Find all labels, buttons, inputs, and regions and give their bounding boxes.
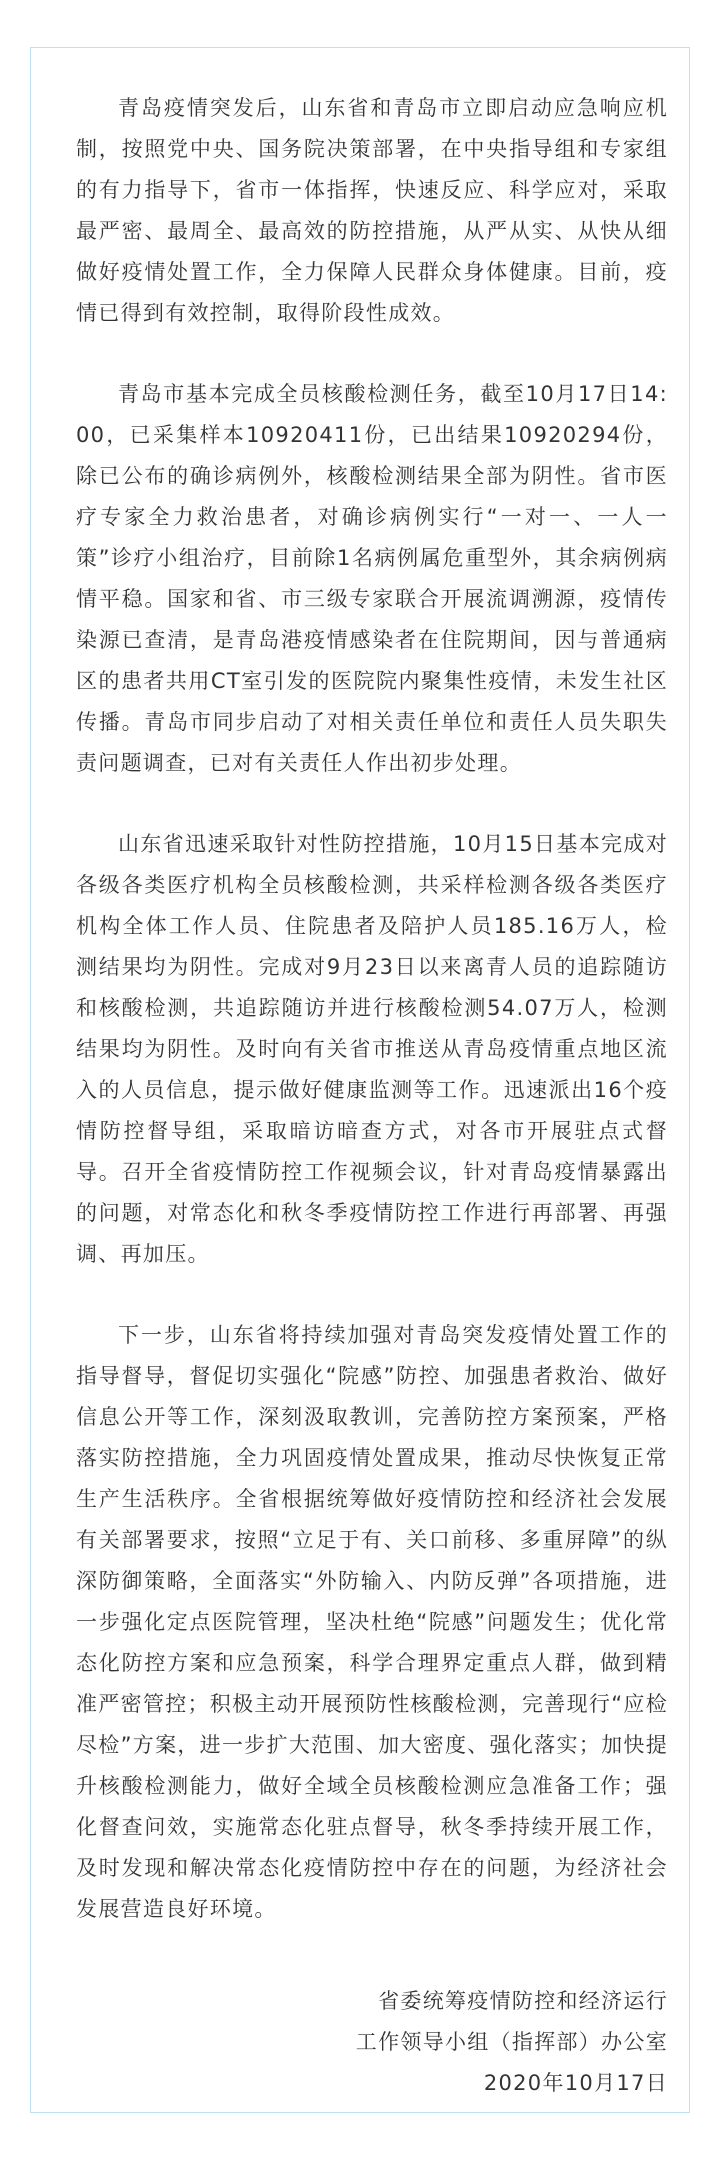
paragraph-4: 下一步，山东省将持续加强对青岛突发疫情处置工作的指导督导，督促切实强化“院感”防控、加强患者救治、做好信息公开等工作，深刻汲取教训，完善防控方案预案，严格落实防控措施，全力巩固疫情处置成果，推动尽快恢复正常生产生活秩序。全省根据统筹做好疫情防控和经济社会发展有关部署要求，按照“立足于有、关口前移、多重屏障”的纵深防御策略，全面落实“外防输入、内防反弹”各项措施，进一步强化定点医院管理，坚决杜绝“院感”问题发生；优化常态化防控方案和应急预案，科学合理界定重点人群，做到精准严密管控；积极主动开展预防性核酸检测，完善现行“应检尽检”方案，进一步扩大范围、加大密度、强化落实；加快提升核酸检测能力，做好全域全员核酸检测应急准备工作；强化督查问效，实施常态化驻点督导，秋冬季持续开展工作，及时发现和解决常态化疫情防控中存在的问题，为经济社会发展营造良好环境。 (76, 1323, 668, 1921)
signature-block (356, 1981, 668, 2104)
paragraph-2: 青岛市基本完成全员核酸检测任务，截至10月17日14:00，已采集样本10920411份，已出结果10920294份，除已公布的确诊病例外，核酸检测结果全部为阴性。省市医疗专家全力救治患者，对确诊病例实行“一对一、一人一策”诊疗小组治疗，目前除1名病例属危重型外，其余病例病情平稳。国家和省、市三级专家联合开展流调溯源，疫情传染源已查清，是青岛港疫情感染者在住院期间，因与普通病区的患者共用CT室引发的医院院内聚集性疫情，未发生社区传播。青岛市同步启动了对相关责任单位和责任人员失职失责问题调查，已对有关责任人作出初步处理。 (76, 382, 668, 775)
signature-org-line-1: 省委统筹疫情防控和经济运行 (378, 1989, 668, 2013)
document-body (76, 88, 668, 1970)
paragraph-3: 山东省迅速采取针对性防控措施，10月15日基本完成对各级各类医疗机构全员核酸检测，共采样检测各级各类医疗机构全体工作人员、住院患者及陪护人员185.16万人，检测结果均为阴性。完成对9月23日以来离青人员的追踪随访和核酸检测，共追踪随访并进行核酸检测54.07万人，检测结果均为阴性。及时向有关省市推送从青岛疫情重点地区流入的人员信息，提示做好健康监测等工作。迅速派出16个疫情防控督导组，采取暗访暗查方式，对各市开展驻点式督导。召开全省疫情防控工作视频会议，针对青岛疫情暴露出的问题，对常态化和秋冬季疫情防控工作进行再部署、再强调、再加压。 (76, 832, 668, 1266)
signature-date: 2020年10月17日 (483, 2071, 668, 2095)
signature-org-line-2: 工作领导小组（指挥部）办公室 (355, 2030, 668, 2054)
paragraph-1: 青岛疫情突发后，山东省和青岛市立即启动应急响应机制，按照党中央、国务院决策部署，在中央指导组和专家组的有力指导下，省市一体指挥，快速反应、科学应对，采取最严密、最周全、最高效的防控措施，从严从实、从快从细做好疫情处置工作，全力保障人民群众身体健康。目前，疫情已得到有效控制，取得阶段性成效。 (76, 96, 668, 325)
